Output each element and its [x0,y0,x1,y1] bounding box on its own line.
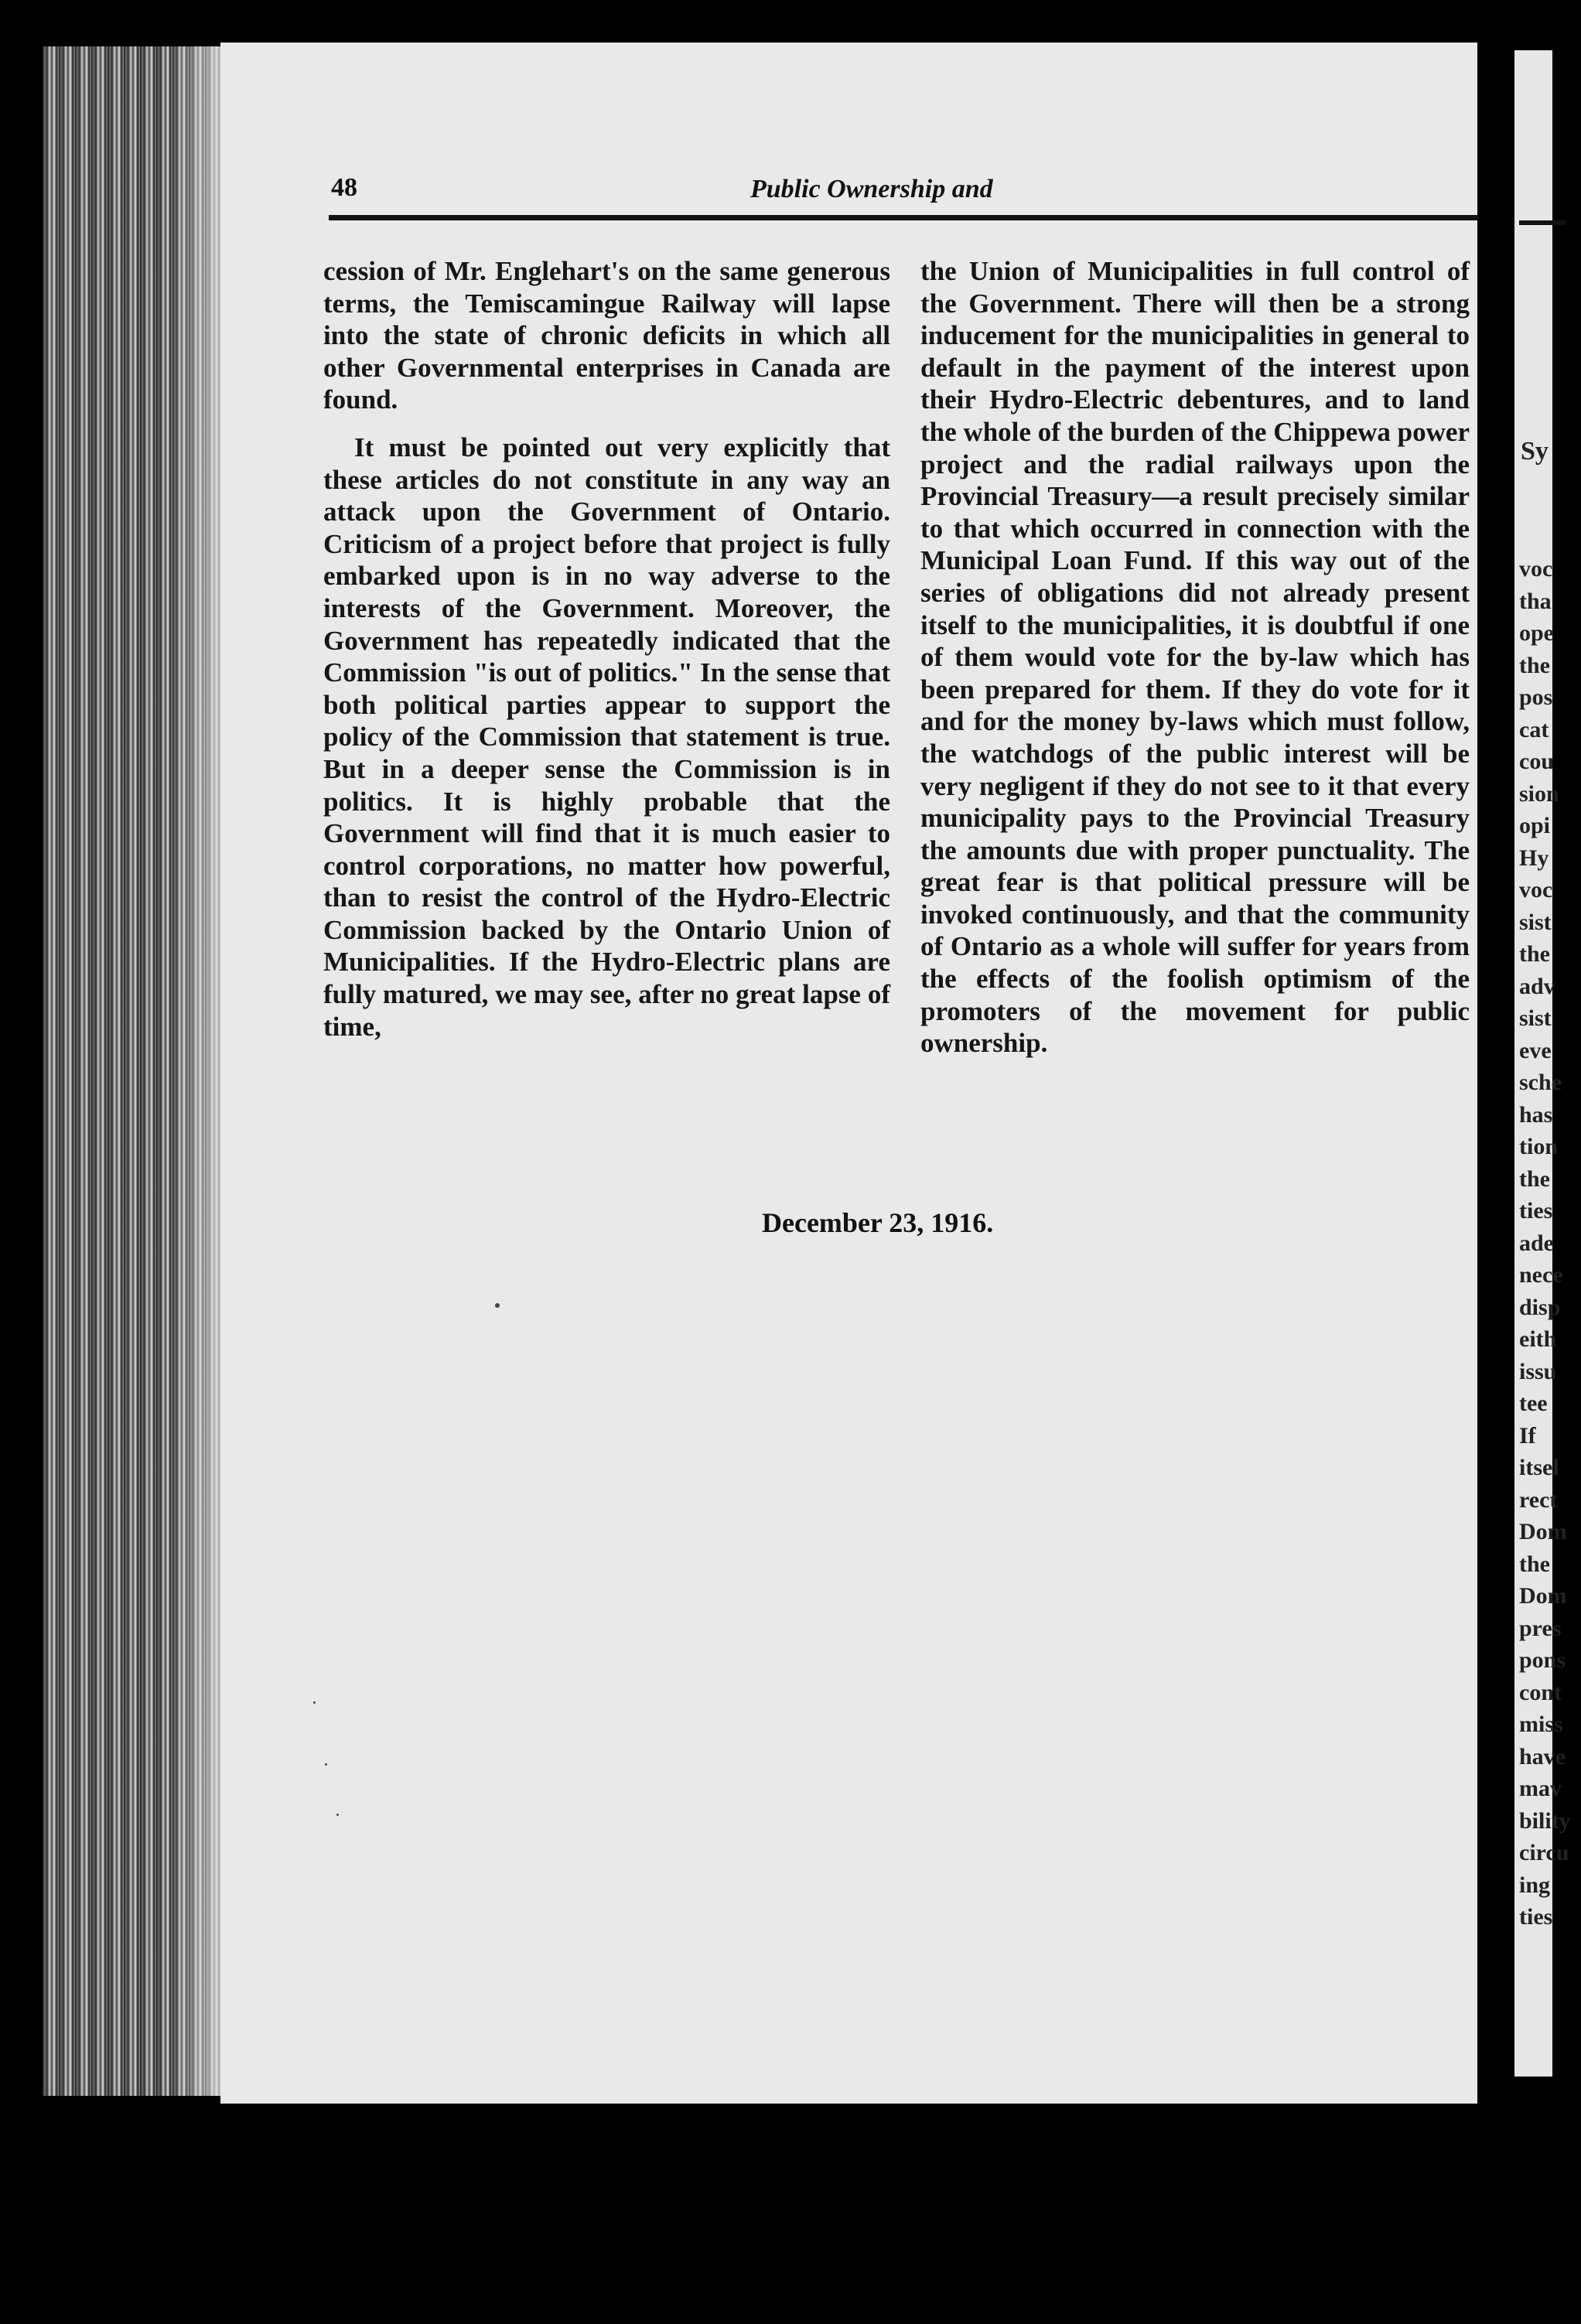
paper-speck [313,1701,316,1704]
dateline: December 23, 1916. [762,1207,994,1238]
paper-speck [325,1763,327,1766]
paper-speck [336,1814,339,1816]
facing-page-header-rule [1519,220,1566,225]
right-paragraph-1: the Union of Municipalities in full control of the Government. There will then be a strong inducement for the municipalities in general to default in the payment of the interest upon their Hydro-Electric debentures, and to land the whole of the burden of the Chippewa power project and the radial railways upon the Provincial Treasury—a result precisely similar to that which occurred in connection with the Municipal Loan Fund. If this way out of the series of obligations did not already present itself to the municipalities, it is doubtful if one of them would vote for the by-law which has been prepared for them. If they do vote for it and for the money by-laws which must follow, the watchdogs of the public interest will be very negligent if they do not see to it that every municipality pays to the Provincial Treasury the amounts due with proper punctuality. The great fear is that political pressure will be invoked continuously, and that the community of Ontario as a whole will suffer for years from the effects of the foolish optimism of the promoters of the movement for public ownership. [920,256,1470,1059]
left-paragraph-1: cession of Mr. Englehart's on the same generous terms, the Temiscamingue Railway will lapse into the state of chronic deficits in which all other Governmental enterprises in Canada are found. [323,256,890,415]
left-column [323,255,890,1043]
facing-page-text-fragment: voc tha ope the pos cat cou sion opi Hy voc sist the adv sist eve sche has tion the ties ade nece disp eith issu tee If itsel rect Dom the Dom pres pons cont miss have mav bility circu ing ties [1519,556,1571,1930]
header-rule [329,215,1479,220]
facing-page-heading-fragment: Sy [1521,437,1549,466]
left-paragraph-2: It must be pointed out very explicitly that these articles do not constitute in any way an attack upon the Government of Ontario. Criticism of a project before that project is fully embarked upon is in no way adverse to the interests of the Government. Moreover, the Government has repeatedly indicated that the Commission "is out of politics." In the sense that both political parties appear to support the policy of the Commission that statement is true. But in a deeper sense the Commission is in politics. It is highly probable that the Government will find that it is much easier to control corporations, no matter how powerful, than to resist the control of the Hydro-Electric Commission backed by the Ontario Union of Municipalities. If the Hydro-Electric plans are fully matured, we may see, after no great lapse of time, [323,432,890,1042]
facing-page-fragment [1514,50,1571,2077]
right-column [920,255,1470,1060]
page-number: 48 [331,173,357,202]
paper-speck [495,1303,500,1308]
running-head: Public Ownership and [750,175,993,203]
